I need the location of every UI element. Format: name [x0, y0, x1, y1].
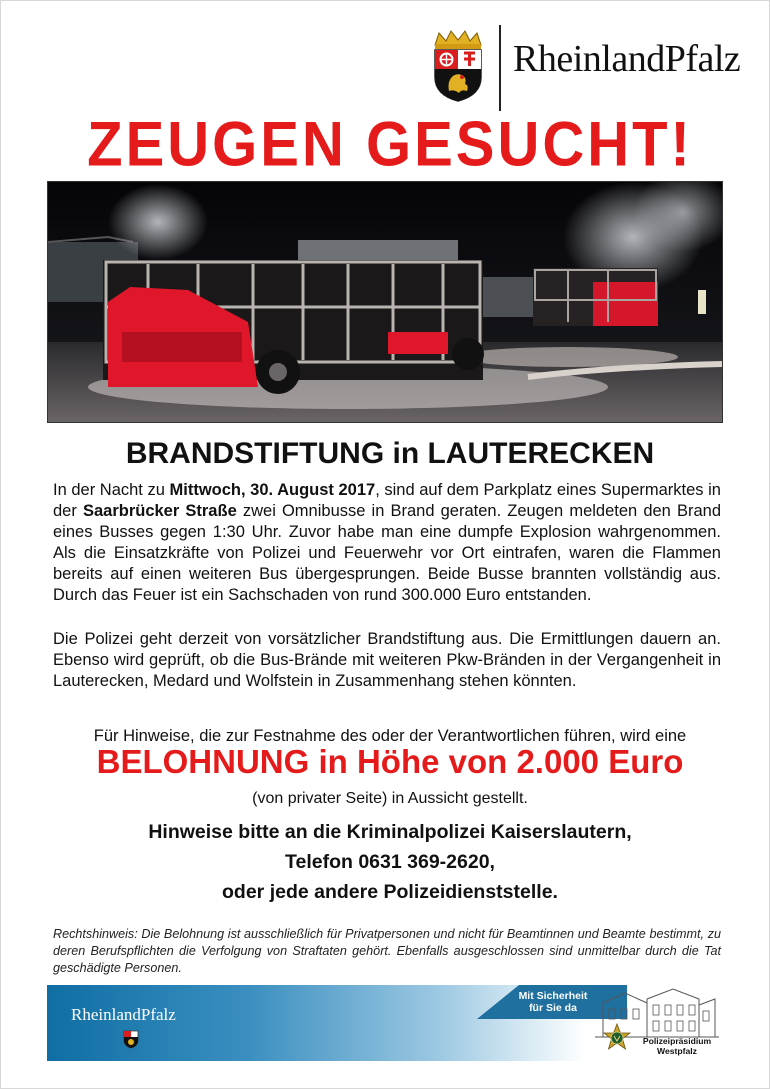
p1-text-a: In der Nacht zu — [53, 481, 170, 499]
p1-text-c: zwei Omnibusse in Brand geraten. Zeugen meldeten den Brand eines Busses gegen 1:30 Uhr. Zuvor habe man eine dumpfe Explosion wahrgenommen. Als die Einsatzkräfte von Polizei und Feuerwehr vor Ort eintrafen, waren die Flammen bereits auf einen weiteren Bus übergesprungen. Beide Busse brannten vollständig aus. Durch das Feuer ist ein Sachschaden von rund 300.000 Euro entstanden. — [53, 502, 721, 604]
police-name-line-1: Polizeipräsidium — [642, 1036, 712, 1046]
coat-of-arms-icon — [429, 29, 487, 103]
footer-banner — [47, 985, 721, 1061]
paragraph-investigation: Die Polizei geht derzeit von vorsätzlicher Brandstiftung aus. Die Ermittlungen dauern an. Ebenso wird geprüft, ob die Bus-Brände mit weiteren Pkw-Bränden in der Vergangenheit in Lauterecken, Medard und Wolfstein in Zusammenhang stehen könnten. — [53, 630, 721, 690]
reward-intro: Für Hinweise, die zur Festnahme des oder der Verantwortlichen führen, wird eine — [93, 727, 687, 745]
p1-date: Mittwoch, 30. August 2017 — [169, 481, 376, 499]
slogan-line-1: Mit Sicherheit — [518, 990, 588, 1002]
footer-logo-wordmark: RheinlandPfalz — [71, 1005, 176, 1024]
p1-street: Saarbrücker Straße — [82, 502, 237, 520]
burning-buses-photo — [47, 181, 723, 423]
contact-phone: Telefon 0631 369-2620, — [285, 851, 495, 873]
contact-line-3: oder jede andere Polizeidienststelle. — [222, 881, 558, 903]
reward-headline: BELOHNUNG in Höhe von 2.000 Euro — [96, 743, 684, 780]
subtitle: BRANDSTIFTUNG in LAUTERECKEN — [125, 437, 655, 470]
police-name-line-2: Westpfalz — [657, 1046, 697, 1056]
slogan-line-2: für Sie da — [529, 1002, 577, 1014]
legal-notice: Rechtshinweis: Die Belohnung ist ausschließlich für Privatpersonen und nicht für Beamtinnen und Beamte bestimmt, zu deren Berufspflichten die Verfolgung von Straftaten gehört. Ebenfalls ausgeschlossen sind unmittelbar durch die Tat geschädigte Personen. — [53, 927, 721, 975]
police-headquarters-name — [637, 1036, 717, 1056]
footer-crest-icon — [123, 1029, 139, 1049]
p1-text-b: , sind auf dem Parkplatz eines Supermarktes in der — [53, 481, 721, 520]
reward-subline: (von privater Seite) in Aussicht gestellt. — [252, 790, 528, 807]
footer-slogan — [509, 990, 597, 1014]
paragraph-incident — [53, 480, 721, 606]
headline: ZEUGEN GESUCHT! — [87, 109, 693, 180]
photo-illustration — [48, 182, 722, 422]
police-badge-icon — [601, 1023, 633, 1055]
logo-wordmark: RheinlandPfalz — [513, 38, 741, 80]
rheinland-pfalz-logo — [429, 23, 741, 113]
contact-line-1: Hinweise bitte an die Kriminalpolizei Kaiserslautern, — [148, 821, 632, 843]
logo-divider — [499, 25, 501, 111]
